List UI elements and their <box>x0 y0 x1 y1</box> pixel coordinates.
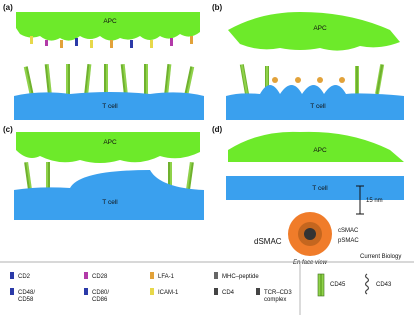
panel-letter: (d) <box>212 125 223 134</box>
panel-c <box>3 125 204 220</box>
legend-item <box>318 274 346 296</box>
legend-label: CD80/ <box>92 290 110 296</box>
panel-letter: (b) <box>212 3 223 12</box>
apc-label: APC <box>313 25 327 32</box>
legend-label: CD28 <box>92 274 108 280</box>
legend-label: CD48/ <box>18 290 36 296</box>
legend-label: LFA-1 <box>158 274 175 280</box>
lfa1-icam1-pairs <box>272 77 345 83</box>
legend-label: complex <box>264 297 287 303</box>
tcr-cd3-icon <box>256 288 260 295</box>
legend-label: ICAM-1 <box>158 290 179 296</box>
icam1-icon <box>150 288 154 295</box>
panel-d <box>212 125 404 266</box>
legend-item <box>256 288 292 303</box>
cd4-icon <box>214 288 218 295</box>
t-cell-label: T cell <box>310 103 326 110</box>
legend-item <box>150 288 179 296</box>
smac-en-face <box>254 212 401 266</box>
legend-item <box>10 272 31 280</box>
smac-view-label: En face view <box>292 260 328 266</box>
legend-item <box>84 272 108 280</box>
apc-label: APC <box>103 139 117 146</box>
t-cell-label: T cell <box>102 103 118 110</box>
legend-label: TCR–CD3 <box>264 290 292 296</box>
legend <box>0 262 414 315</box>
legend-label: CD45 <box>330 282 346 288</box>
legend-item <box>366 274 393 294</box>
cd48-cd58-icon <box>10 288 14 295</box>
panel-letter: (c) <box>3 125 13 134</box>
legend-label: CD4 <box>222 290 235 296</box>
legend-item <box>150 272 175 280</box>
panel-b <box>212 3 404 120</box>
legend-item <box>214 272 259 280</box>
cd43-icon <box>366 274 369 294</box>
lfa1-icon <box>150 272 154 279</box>
panel-letter: (a) <box>3 3 13 12</box>
legend-item <box>214 288 235 296</box>
legend-label: CD2 <box>18 274 31 280</box>
smac-outer-label: dSMAC <box>254 237 282 246</box>
legend-label: CD58 <box>18 297 34 303</box>
source-label: Current Biology <box>360 254 402 260</box>
mhc-peptide-icon <box>214 272 218 279</box>
cd45-icon <box>318 274 324 296</box>
apc-label: APC <box>313 147 327 154</box>
panel-a <box>3 3 204 120</box>
t-cell-membrane <box>14 170 204 220</box>
smac-middle-label: pSMAC <box>338 238 359 244</box>
t-cell-label: T cell <box>312 185 328 192</box>
cd2-icon <box>10 272 14 279</box>
cd28-icon <box>84 272 88 279</box>
apc-membrane <box>16 12 200 41</box>
legend-label: CD43 <box>376 282 392 288</box>
legend-item <box>84 288 109 303</box>
apc-label: APC <box>103 18 117 25</box>
cd45-stalks <box>24 64 194 96</box>
legend-item <box>10 288 35 303</box>
legend-label: CD86 <box>92 297 108 303</box>
smac-inner-label: cSMAC <box>338 228 359 234</box>
scale-bar-label: 15 nm <box>366 198 383 204</box>
cd80-cd86-icon <box>84 288 88 295</box>
t-cell-label: T cell <box>102 199 118 206</box>
legend-label: MHC–peptide <box>222 274 259 280</box>
apc-membrane <box>16 132 200 163</box>
